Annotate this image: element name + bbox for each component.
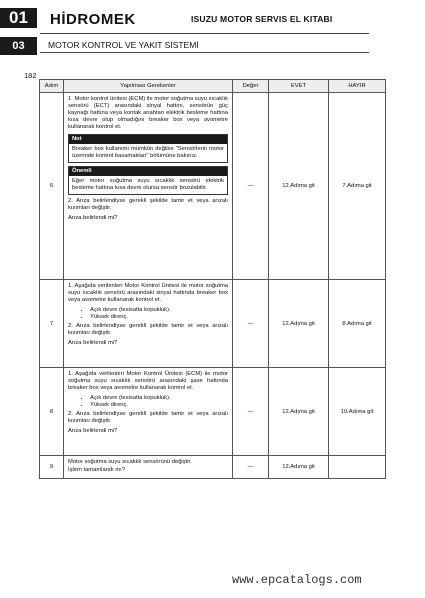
action-question: İşlem tamamlandı mı? <box>68 467 126 473</box>
important-text: Eğer motor soğutma suyu sıcaklık sensörü elektrik besleme hattına kısa devre olursa sensör bozulabilir. <box>72 178 224 191</box>
section-title: MOTOR KONTROL VE YAKIT SİSTEMİ <box>48 40 199 50</box>
yes-cell: 12.Adıma git <box>269 456 329 479</box>
action-paragraph: 1. Motor kontrol ünitesi (ECM) ile motor soğutma suyu sıcaklık sensörü (ECT) arasındaki sinyal hattını, sensörün güç kaynağı hattına veya kontak anahtarı elektrik besleme hattına kısa devre olup olmadığını breaker box veya avometre kullanarak kontrol et. <box>68 96 228 130</box>
column-header-no: HAYIR <box>329 80 386 93</box>
troubleshooting-table <box>39 79 386 479</box>
note-title: Not <box>69 135 227 144</box>
important-title: Önemli <box>69 167 227 176</box>
action-question: Arıza belirlendi mi? <box>68 215 118 221</box>
column-header-actions: Yapılması Gerekenler <box>64 80 233 93</box>
yes-cell: 12.Adıma git <box>269 280 329 368</box>
action-paragraph: 2. Arıza belirlendiyse gerekli şekilde tamir et veya arızalı kısımları değiştir. <box>68 323 228 336</box>
action-paragraph: 2. Arıza belirlendiyse gerekli şekilde tamir et veya arızalı kısımları değiştir. <box>68 198 228 211</box>
action-paragraph: 1. Aşağıda verilenleri Motor Kontrol Ünitesi (ECM) ile motor soğutma suyu sıcaklık sensörü arasındaki şase hattında breaker box veya avometre kullanarak kontrol et. <box>68 371 228 391</box>
table-row <box>40 456 386 479</box>
page-number: 182 <box>24 71 37 80</box>
value-cell: — <box>233 93 269 280</box>
step-actions <box>64 456 233 479</box>
column-header-yes: EVET <box>269 80 329 93</box>
column-header-value: Değer <box>233 80 269 93</box>
table-row <box>40 93 386 280</box>
table-header-row <box>40 80 386 93</box>
brand-logo: HİDROMEK <box>50 11 136 28</box>
step-number: 6 <box>40 93 64 280</box>
action-paragraph: 1. Aşağıda verilenleri Motor Kontrol Ünitesi ile motor soğutma suyu sıcaklık sensörü arasındaki sinyal hattında breaker box veya avometre kullanarak kontrol et. <box>68 283 228 303</box>
value-cell: — <box>233 368 269 456</box>
step-number: 9 <box>40 456 64 479</box>
table-row <box>40 368 386 456</box>
note-box <box>68 134 228 163</box>
yes-cell: 12.Adıma git <box>269 93 329 280</box>
bullet-item: • Açık devre (tesisatta kopukluk). <box>90 395 228 402</box>
step-actions <box>64 280 233 368</box>
watermark-url: www.epcatalogs.com <box>232 573 362 587</box>
step-number: 7 <box>40 280 64 368</box>
section-divider <box>40 52 369 53</box>
action-question: Arıza belirlendi mi? <box>68 428 118 434</box>
bullet-item: • Yüksek direnç. <box>90 314 228 321</box>
step-number: 8 <box>40 368 64 456</box>
value-cell: — <box>233 280 269 368</box>
no-cell: 10.Adıma git <box>329 368 386 456</box>
value-cell: — <box>233 456 269 479</box>
important-box <box>68 166 228 195</box>
action-paragraph: 2. Arıza belirlendiyse gerekli şekilde tamir et veya arızalı kısımları değiştir. <box>68 411 228 424</box>
bullet-list <box>68 307 228 321</box>
step-actions <box>64 93 233 280</box>
bullet-item: • Açık devre (tesisatta kopukluk). <box>90 307 228 314</box>
step-actions <box>64 368 233 456</box>
bullet-list <box>68 395 228 409</box>
manual-title: ISUZU MOTOR SERVIS EL KITABI <box>191 14 333 24</box>
column-header-step: Adım <box>40 80 64 93</box>
no-cell <box>329 456 386 479</box>
no-cell: 7.Adıma git <box>329 93 386 280</box>
no-cell: 8.Adıma git <box>329 280 386 368</box>
chapter-number-badge: 01 <box>0 8 37 28</box>
header-divider <box>40 33 369 34</box>
action-question: Arıza belirlendi mi? <box>68 340 118 346</box>
table-row <box>40 280 386 368</box>
yes-cell: 12.Adıma git <box>269 368 329 456</box>
action-paragraph: Motor soğutma suyu sıcaklık sensörünü değiştir. <box>68 459 192 465</box>
bullet-item: • Yüksek direnç. <box>90 402 228 409</box>
subsection-number-badge: 03 <box>0 37 37 55</box>
note-text: Breaker box kullanımı mümkün değilse "Sensörlerin motor üzerinde kontrol basamakları" bölümüne bakınız. <box>72 146 224 159</box>
